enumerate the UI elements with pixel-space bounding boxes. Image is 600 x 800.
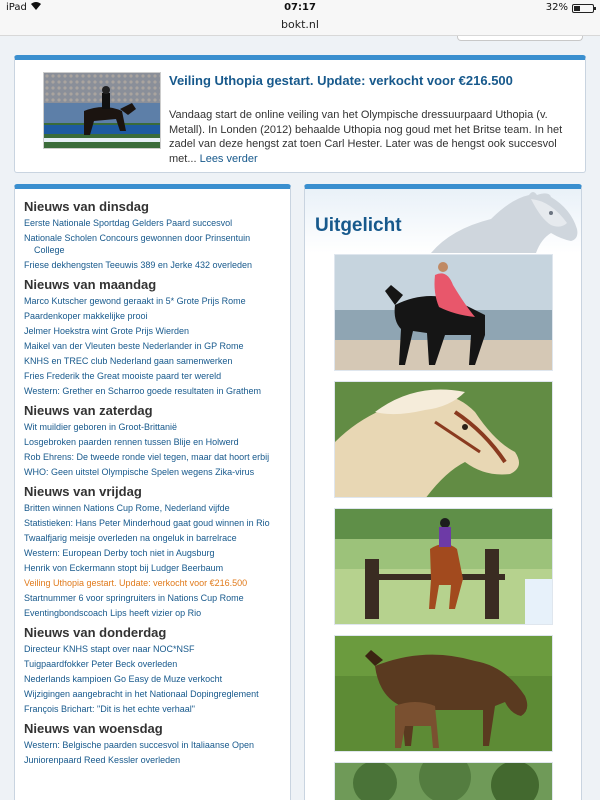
news-link[interactable]: Statistieken: Hans Peter Minderhoud gaat goud winnen in Rio (24, 518, 270, 528)
news-day-heading: Nieuws van woensdag (24, 721, 163, 736)
clock: 07:17 (284, 2, 316, 13)
news-link[interactable]: Wijzigingen aangebracht in het Nationaal Dopingreglement (24, 689, 259, 699)
news-list (15, 189, 290, 766)
news-link[interactable]: Henrik von Eckermann stopt bij Ludger Beerbaum (24, 563, 224, 573)
news-link[interactable]: François Brichart: "Dit is het echte verhaal" (24, 704, 195, 714)
news-link[interactable]: Maikel van der Vleuten beste Nederlander in GP Rome (24, 341, 244, 351)
photo-friesian-horse-beach[interactable] (334, 254, 553, 371)
news-link[interactable]: Juniorenpaard Reed Kessler overleden (24, 755, 181, 765)
news-link[interactable]: Nationale Scholen Concours gewonnen door Prinsentuin College (24, 233, 251, 255)
search-input[interactable] (457, 36, 583, 41)
photo-mare-and-foal[interactable] (334, 635, 553, 752)
news-link[interactable]: Eventingbondscoach Lips heeft vizier op Rio (24, 608, 202, 618)
featured-article-summary-text: Vandaag start de online veiling van het Olympische dressuurpaard Uthopia (v. Metall). In Londen (2012) behaalde Uthopia nog goud met het Britse team. In het zadel van deze hengst zat toen Carl Hester. Later was de hengst ook succesvol met... (169, 109, 563, 165)
battery-icon (572, 4, 594, 13)
news-day-heading: Nieuws van vrijdag (24, 484, 142, 499)
featured-article-title[interactable]: Veiling Uthopia gestart. Update: verkocht voor €216.500 (169, 73, 513, 88)
news-link[interactable]: Eerste Nationale Sportdag Gelders Paard succesvol (24, 218, 233, 228)
photo-forest[interactable] (334, 762, 553, 800)
news-link[interactable]: WHO: Geen uitstel Olympische Spelen wegens Zika-virus (24, 467, 255, 477)
device-name: iPad (6, 2, 27, 13)
news-link[interactable]: KNHS en TREC club Nederland gaan samenwerken (24, 356, 233, 366)
horse-head-icon (411, 189, 581, 253)
news-link[interactable]: Western: Belgische paarden succesvol in Italiaanse Open (24, 740, 254, 750)
news-link[interactable]: Directeur KNHS stapt over naar NOC*NSF (24, 644, 195, 654)
news-link[interactable]: Startnummer 6 voor springruiters in Nations Cup Rome (24, 593, 244, 603)
news-link[interactable]: Nederlands kampioen Go Easy de Muze verkocht (24, 674, 223, 684)
news-link[interactable]: Friese dekhengsten Teeuwis 389 en Jerke 432 overleden (24, 260, 252, 270)
news-link[interactable]: Paardenkoper makkelijke prooi (24, 311, 148, 321)
uitgelicht-panel (304, 184, 582, 800)
news-link[interactable]: Western: Grether en Scharroo goede resultaten in Grathem (24, 386, 261, 396)
news-link[interactable]: Wit muildier geboren in Groot-Brittanië (24, 422, 178, 432)
photo-fjord-horse[interactable] (334, 381, 553, 498)
news-link[interactable]: Losgebroken paarden rennen tussen Blije en Holwerd (24, 437, 239, 447)
ios-status-bar (0, 0, 600, 16)
news-day-heading: Nieuws van donderdag (24, 625, 167, 640)
news-link[interactable]: Jelmer Hoekstra wint Grote Prijs Wierden (24, 326, 190, 336)
news-link[interactable]: Western: European Derby toch niet in Augsburg (24, 548, 215, 558)
news-link[interactable]: Veiling Uthopia gestart. Update: verkocht voor €216.500 (24, 578, 248, 588)
featured-article-thumbnail[interactable] (43, 72, 161, 149)
news-day-heading: Nieuws van dinsdag (24, 199, 149, 214)
battery-percentage: 32% (545, 2, 568, 13)
news-link[interactable]: Britten winnen Nations Cup Rome, Nederland vijfde (24, 503, 230, 513)
news-link[interactable]: Marco Kutscher gewond geraakt in 5* Grote Prijs Rome (24, 296, 246, 306)
url-text[interactable]: bokt.nl (281, 18, 319, 31)
featured-article-summary (169, 108, 579, 166)
read-more-link[interactable]: Lees verder (199, 152, 258, 165)
news-link[interactable]: Twaalfjarig meisje overleden na ongeluk in barrelrace (24, 533, 237, 543)
news-link[interactable]: Tuigpaardfokker Peter Beck overleden (24, 659, 178, 669)
news-list-panel (14, 184, 291, 800)
photo-eventing-jump[interactable] (334, 508, 553, 625)
uitgelicht-heading: Uitgelicht (315, 215, 402, 236)
address-bar[interactable] (0, 16, 600, 36)
news-link[interactable]: Fries Frederik the Great mooiste paard ter wereld (24, 371, 222, 381)
featured-article[interactable] (14, 55, 586, 173)
uitgelicht-header (305, 189, 581, 253)
news-link[interactable]: Rob Ehrens: De tweede ronde viel tegen, maar dat hoort erbij (24, 452, 270, 462)
news-day-heading: Nieuws van maandag (24, 277, 157, 292)
news-day-heading: Nieuws van zaterdag (24, 403, 153, 418)
